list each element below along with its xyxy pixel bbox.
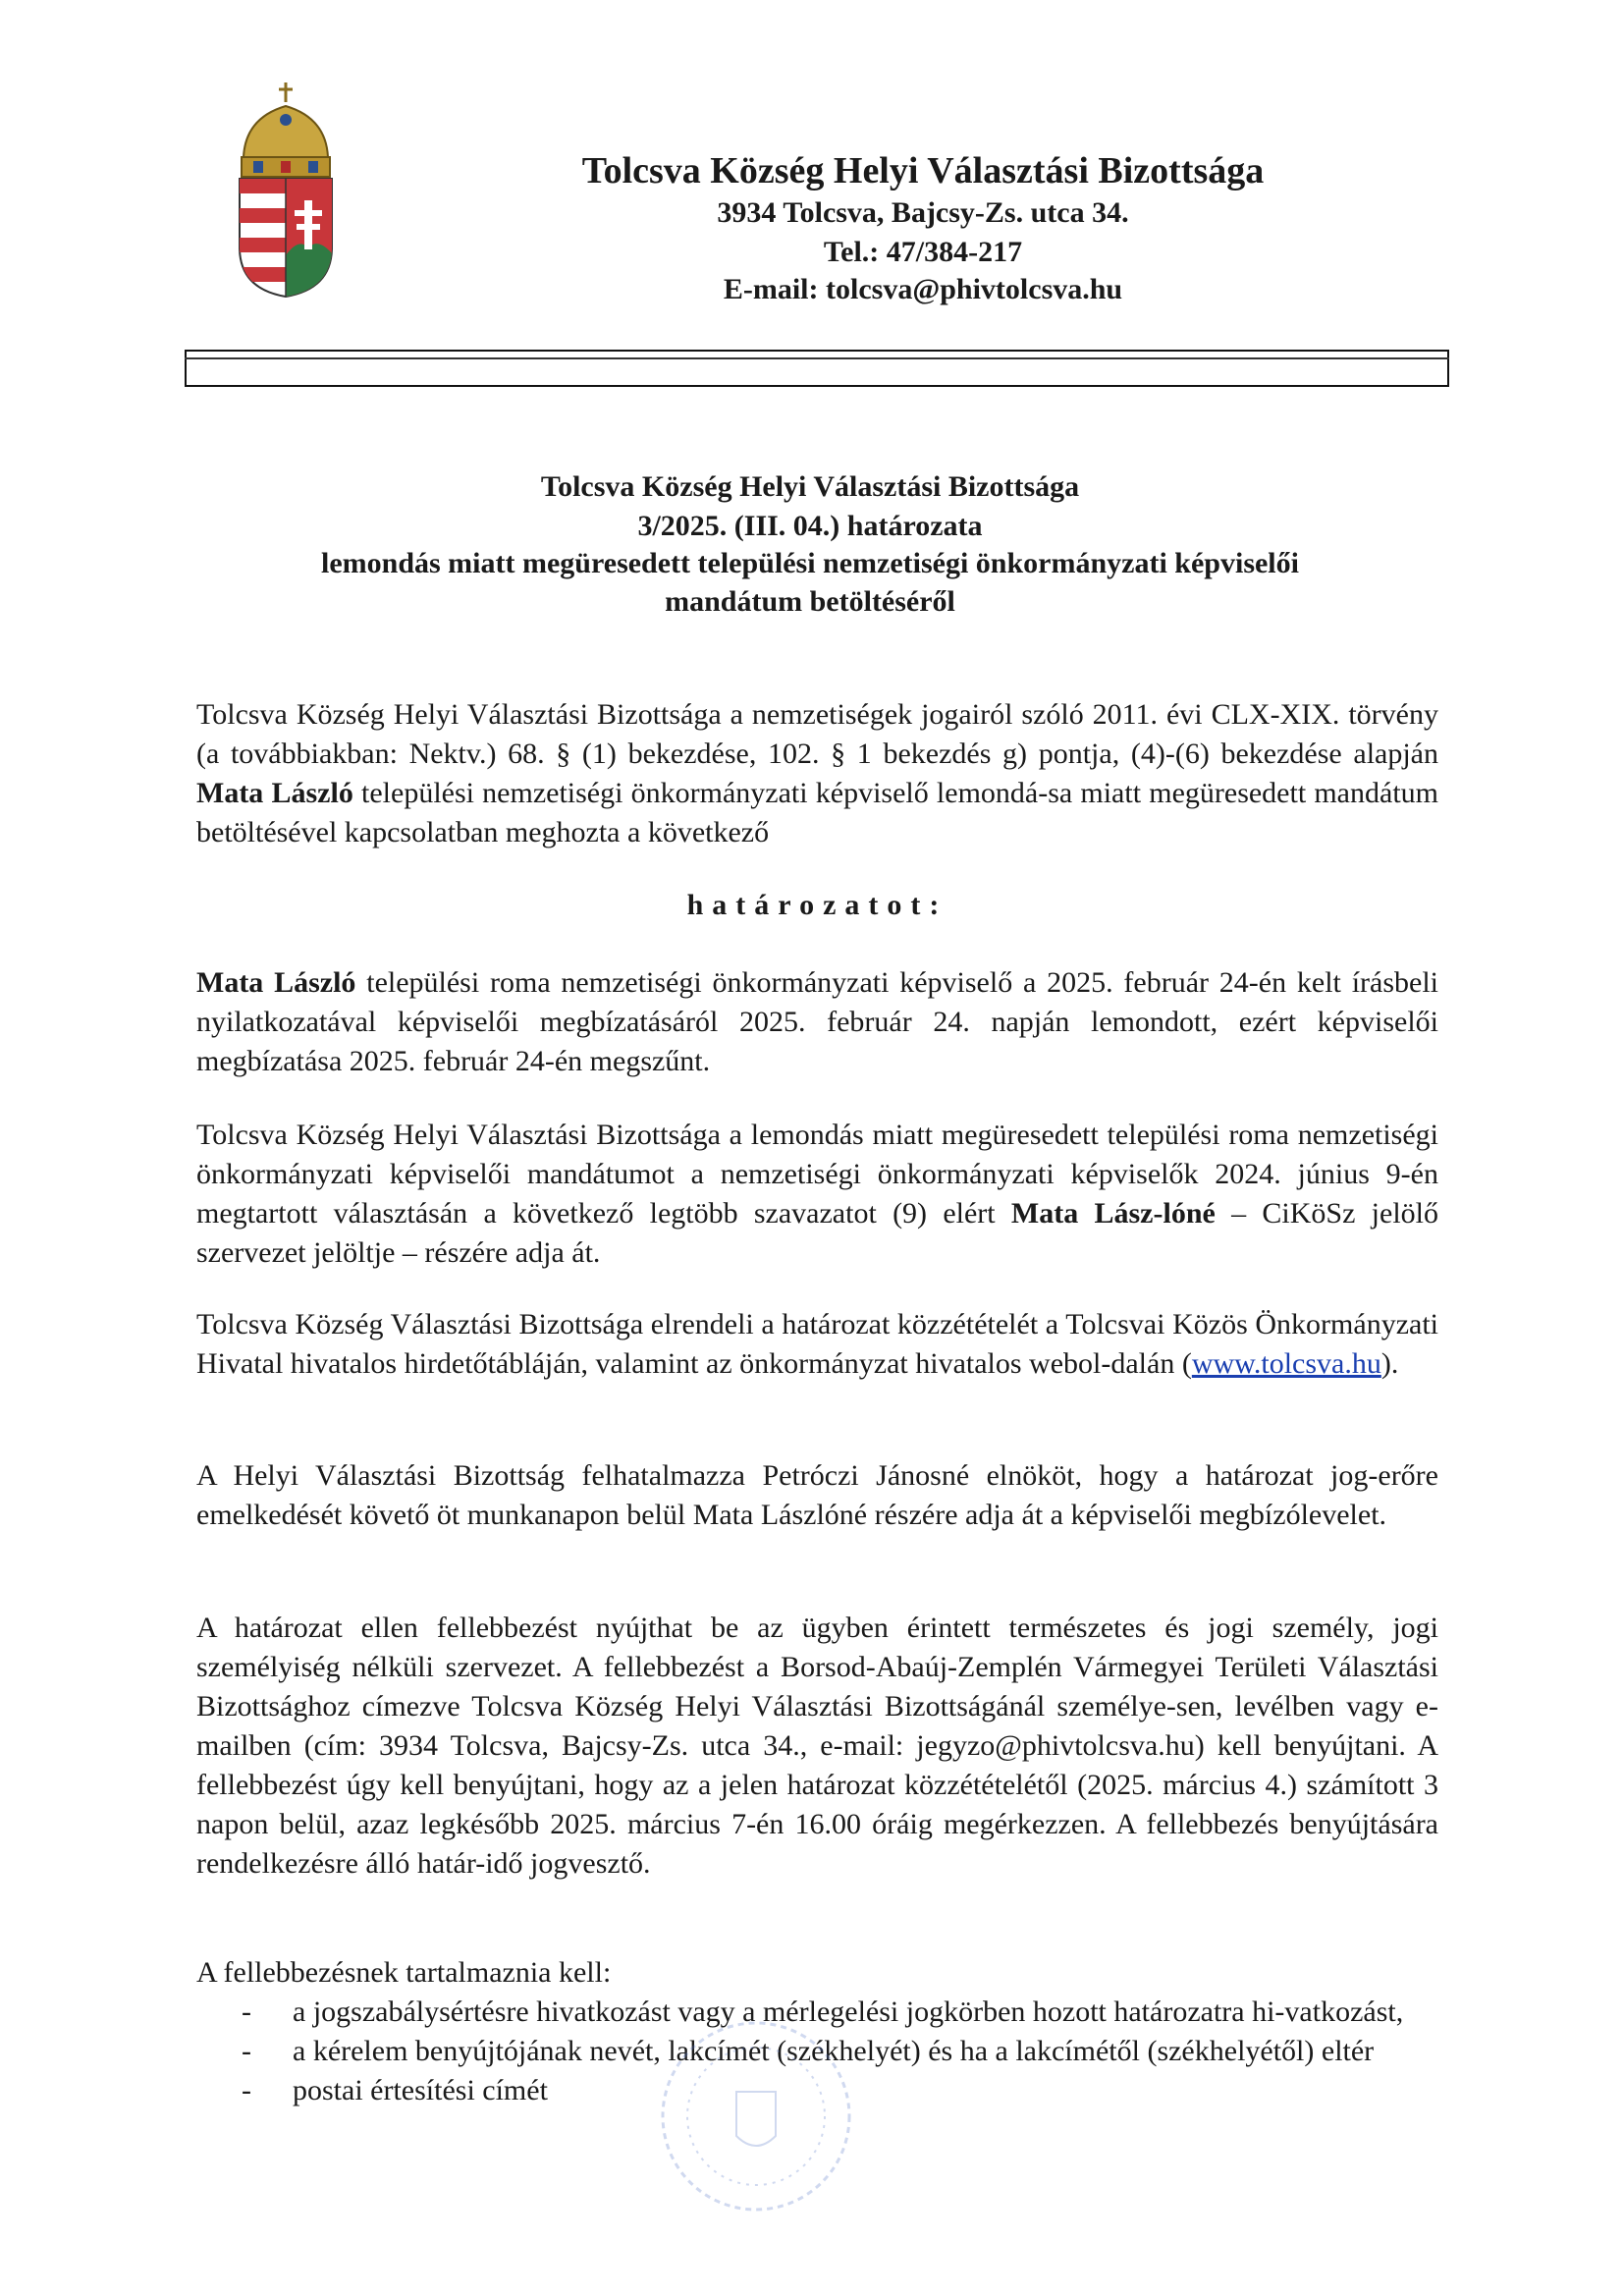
p2-name: Mata Lász-lóné — [1010, 1197, 1216, 1230]
website-link[interactable]: www.tolcsva.hu — [1191, 1347, 1381, 1380]
intro-paragraph — [196, 695, 1438, 852]
resolution-subject-line-2: mandátum betöltéséről — [665, 585, 955, 618]
letterhead-address: 3934 Tolcsva, Bajcsy-Zs. utca 34. — [717, 196, 1129, 229]
intro-text-a: Tolcsva Község Helyi Választási Bizottsága a nemzetiségek jogairól szóló 2011. évi CLX-XIX. törvény (a továbbiakban: Nektv.) 68. § (1) bekezdése, 102. § 1 bekezdés g) pontja, (4)-(6) bekezdése alapján — [196, 698, 1438, 770]
letterhead-email: E-mail: tolcsva@phivtolcsva.hu — [723, 273, 1123, 305]
decision-paragraph-1 — [196, 963, 1438, 1081]
requirements-intro: A fellebbezésnek tartalmaznia kell: — [196, 1956, 612, 1989]
list-bullet: - — [242, 2035, 251, 2067]
decision-paragraph-4 — [196, 1456, 1438, 1535]
hungarian-coat-of-arms-icon — [234, 81, 338, 299]
p3-text-a: Tolcsva Község Választási Bizottsága elrendeli a határozat közzétételét a Tolcsvai Közös Önkormányzati Hivatal hivatalos hirdetőtábláján, valamint az önkormányzat hivatalos webol-dalán ( — [196, 1308, 1438, 1380]
list-item-text: postai értesítési címét — [293, 2074, 548, 2106]
p1-text: települési roma nemzetiségi önkormányzati képviselő a 2025. február 24-én kelt írásbeli nyilatkozatával képviselői megbízatásáról 2025. február 24. napján lemondott, ezért képviselői megbízatása 2025. február 24-én megszűnt. — [196, 966, 1438, 1077]
resolution-title-issuer: Tolcsva Község Helyi Választási Bizottsága — [540, 470, 1080, 503]
p2-text-a: Tolcsva Község Helyi Választási Bizottsága a lemondás miatt megüresedett települési roma nemzetiségi önkormányzati képviselői mandátumot a nemzetiségi önkormányzati képviselők 2024. június 9-én megtartott választásán a következő legtöbb szavazatot (9) elért — [196, 1119, 1438, 1230]
resolution-number: 3/2025. (III. 04.) határozata — [637, 510, 983, 542]
letterhead-divider-box — [185, 350, 1449, 387]
p2-text-b: – CiKöSz jelölő szervezet jelöltje – részére adja át. — [196, 1197, 1438, 1269]
letterhead-name: Tolcsva Község Helyi Választási Bizottsága — [581, 150, 1265, 191]
p4-text: A Helyi Választási Bizottság felhatalmazza Petróczi Jánosné elnököt, hogy a határozat jog-erőre emelkedését követő öt munkanapon belül Mata Lászlóné részére adja át a képviselői megbízólevelet. — [196, 1459, 1438, 1531]
list-item-text: a kérelem benyújtójának nevét, lakcímét (székhelyét) és ha a lakcímétől (székhelyétől) eltér — [293, 2035, 1375, 2067]
intro-name: Mata László — [196, 777, 353, 809]
decision-paragraph-3 — [196, 1305, 1438, 1384]
p5-text: A határozat ellen fellebbezést nyújthat be az ügyben érintett természetes és jogi személy, jogi személyiség nélküli szervezet. A fellebbezést a Borsod-Abaúj-Zemplén Vármegyei Területi Választási Bizottsághoz címezve Tolcsva Község Helyi Választási Bizottságánál személye-sen, levélben vagy e-mailben (cím: 3934 Tolcsva, Bajcsy-Zs. utca 34., e-mail: jegyzo@phivtolcsva.hu) kell benyújtani. A fellebbezést úgy kell benyújtani, hogy az a jelen határozat közzétételétől (2025. március 4.) számított 3 napon belül, azaz legkésőbb 2025. március 7-én 16.00 óráig megérkezzen. A fellebbezés benyújtására rendelkezésre álló határ-idő jogvesztő. — [196, 1612, 1438, 1880]
official-stamp-icon — [609, 2013, 903, 2219]
p3-text-b: ). — [1380, 1347, 1399, 1380]
decision-heading: határozatot: — [686, 889, 948, 921]
letterhead-phone: Tel.: 47/384-217 — [823, 236, 1023, 268]
intro-text-b: települési nemzetiségi önkormányzati képviselő lemondá-sa miatt megüresedett mandátum betöltésével kapcsolatban meghozta a következő — [196, 777, 1438, 848]
decision-paragraph-2 — [196, 1116, 1438, 1273]
list-item-text: a jogszabálysértésre hivatkozást vagy a mérlegelési jogkörben hozott határozatra hi-vatkozást, — [293, 1995, 1404, 2028]
p1-name: Mata László — [196, 966, 356, 999]
list-bullet: - — [242, 1995, 251, 2028]
appeal-paragraph — [196, 1609, 1438, 1884]
list-bullet: - — [242, 2074, 251, 2106]
letterhead-divider-line — [185, 357, 1449, 359]
resolution-subject-line-1: lemondás miatt megüresedett települési nemzetiségi önkormányzati képviselői — [321, 547, 1299, 579]
